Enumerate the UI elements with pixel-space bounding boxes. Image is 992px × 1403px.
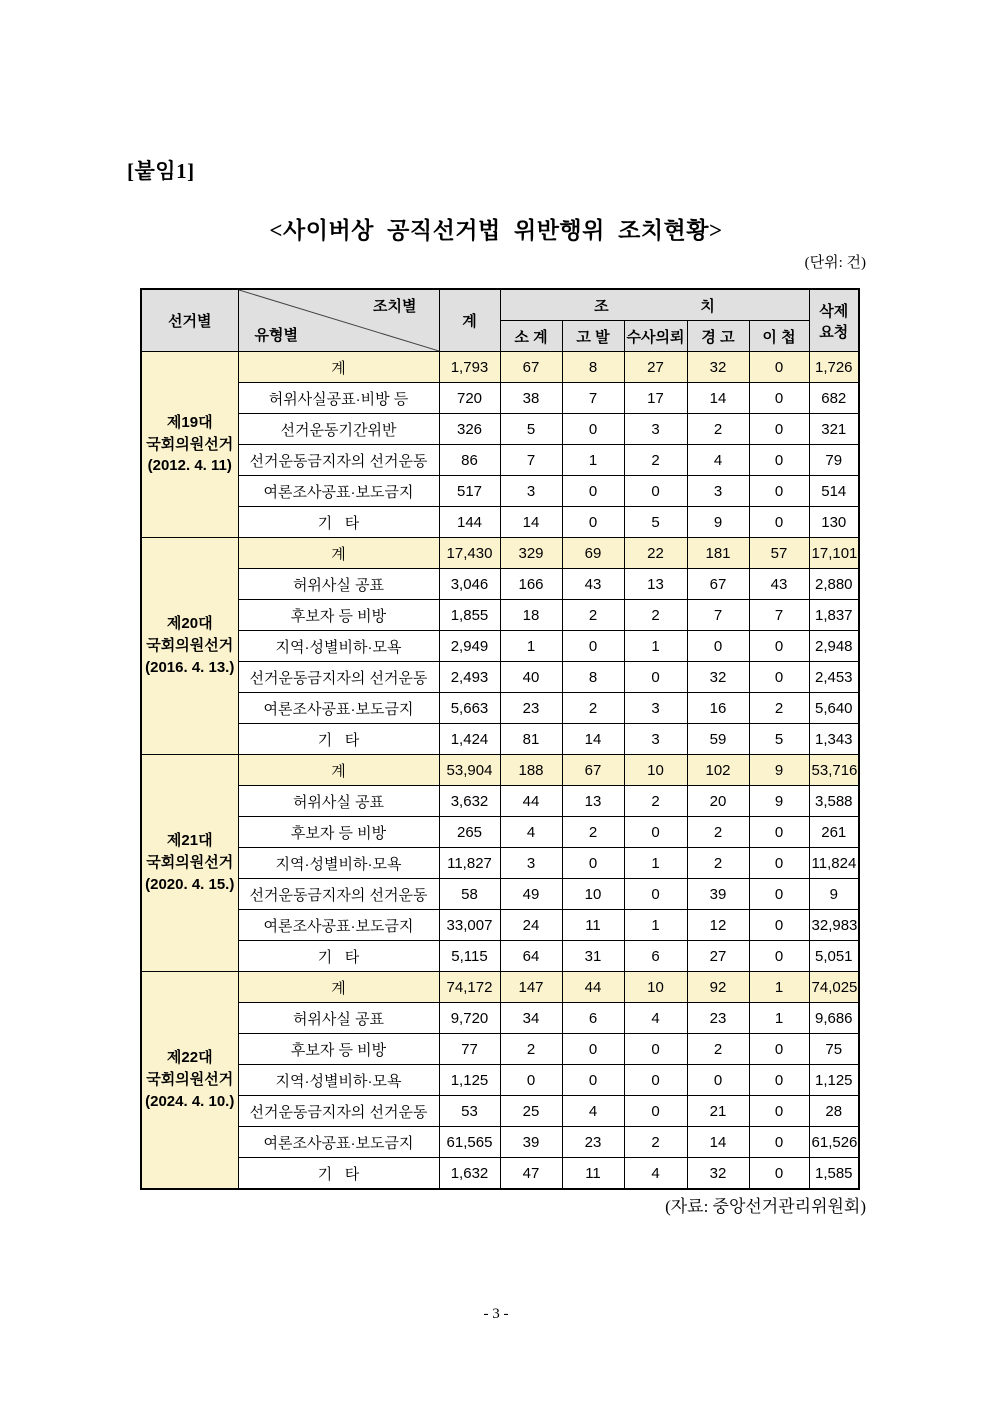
value-cell: 32 [687,352,749,383]
value-cell: 9 [749,755,809,786]
value-cell: 0 [624,1096,687,1127]
table-row [141,848,859,879]
value-cell: 13 [624,569,687,600]
header-action-group [500,289,809,321]
value-cell: 5,051 [809,941,859,972]
value-cell: 7 [500,445,562,476]
table-row [141,1003,859,1034]
table-container [140,288,858,1190]
value-cell: 0 [562,1065,624,1096]
violation-type-cell: 기 타 [238,507,439,538]
value-cell: 0 [749,879,809,910]
header-warning: 경 고 [687,321,749,352]
value-cell: 39 [500,1127,562,1158]
violation-type-cell: 선거운동금지자의 선거운동 [238,1096,439,1127]
value-cell: 44 [562,972,624,1003]
value-cell: 147 [500,972,562,1003]
value-cell: 1,855 [439,600,500,631]
section-total-row [141,755,859,786]
violation-type-cell: 계 [238,352,439,383]
violation-type-cell: 기 타 [238,1158,439,1190]
value-cell: 3 [624,724,687,755]
violation-type-cell: 여론조사공표·보도금지 [238,693,439,724]
value-cell: 8 [562,662,624,693]
value-cell: 0 [500,1065,562,1096]
value-cell: 181 [687,538,749,569]
value-cell: 0 [749,1096,809,1127]
section-total-row [141,538,859,569]
value-cell: 0 [749,507,809,538]
header-investigation-request: 수사의뢰 [624,321,687,352]
value-cell: 23 [562,1127,624,1158]
value-cell: 77 [439,1034,500,1065]
header-subtotal: 소 계 [500,321,562,352]
value-cell: 4 [500,817,562,848]
value-cell: 3,632 [439,786,500,817]
value-cell: 329 [500,538,562,569]
table-row [141,693,859,724]
value-cell: 3 [500,848,562,879]
value-cell: 59 [687,724,749,755]
value-cell: 38 [500,383,562,414]
value-cell: 0 [749,476,809,507]
value-cell: 32 [687,662,749,693]
delete-request-line-2: 요청 [819,323,849,341]
violation-type-cell: 허위사실 공표 [238,569,439,600]
value-cell: 14 [687,383,749,414]
value-cell: 0 [624,476,687,507]
value-cell: 2 [687,848,749,879]
value-cell: 1 [749,1003,809,1034]
value-cell: 11 [562,910,624,941]
value-cell: 61,526 [809,1127,859,1158]
table-row [141,879,859,910]
value-cell: 11 [562,1158,624,1190]
value-cell: 2 [624,1127,687,1158]
table-row [141,569,859,600]
value-cell: 1 [749,972,809,1003]
value-cell: 0 [687,1065,749,1096]
value-cell: 47 [500,1158,562,1190]
value-cell: 40 [500,662,562,693]
value-cell: 86 [439,445,500,476]
value-cell: 18 [500,600,562,631]
value-cell: 166 [500,569,562,600]
value-cell: 33,007 [439,910,500,941]
value-cell: 0 [687,631,749,662]
value-cell: 7 [562,383,624,414]
table-body [141,352,859,1190]
value-cell: 0 [624,1034,687,1065]
value-cell: 74,172 [439,972,500,1003]
value-cell: 75 [809,1034,859,1065]
value-cell: 1,585 [809,1158,859,1190]
delete-request-line-1: 삭제 [819,302,849,320]
value-cell: 25 [500,1096,562,1127]
value-cell: 10 [624,972,687,1003]
table-row [141,786,859,817]
violation-type-cell: 계 [238,755,439,786]
value-cell: 17,101 [809,538,859,569]
value-cell: 0 [562,848,624,879]
violation-type-cell: 선거운동금지자의 선거운동 [238,445,439,476]
table-row [141,1127,859,1158]
value-cell: 0 [749,414,809,445]
value-cell: 2 [562,600,624,631]
value-cell: 3 [624,693,687,724]
value-cell: 67 [500,352,562,383]
value-cell: 0 [749,1158,809,1190]
table-row [141,631,859,662]
value-cell: 2 [624,786,687,817]
value-cell: 22 [624,538,687,569]
value-cell: 9 [809,879,859,910]
value-cell: 0 [749,352,809,383]
value-cell: 5 [624,507,687,538]
value-cell: 23 [687,1003,749,1034]
violation-actions-table [140,288,860,1190]
value-cell: 0 [749,910,809,941]
value-cell: 0 [749,662,809,693]
violation-type-cell: 지역·성별비하·모욕 [238,631,439,662]
value-cell: 69 [562,538,624,569]
value-cell: 16 [687,693,749,724]
action-group-label [503,295,807,316]
value-cell: 17 [624,383,687,414]
value-cell: 11,827 [439,848,500,879]
value-cell: 0 [562,476,624,507]
value-cell: 27 [687,941,749,972]
value-cell: 81 [500,724,562,755]
value-cell: 261 [809,817,859,848]
value-cell: 3,588 [809,786,859,817]
value-cell: 130 [809,507,859,538]
violation-type-cell: 후보자 등 비방 [238,1034,439,1065]
value-cell: 32 [687,1158,749,1190]
value-cell: 2 [624,445,687,476]
value-cell: 67 [687,569,749,600]
value-cell: 517 [439,476,500,507]
value-cell: 53,716 [809,755,859,786]
value-cell: 31 [562,941,624,972]
value-cell: 14 [687,1127,749,1158]
value-cell: 0 [749,817,809,848]
action-group-char-2: 치 [700,297,715,315]
value-cell: 2 [562,817,624,848]
value-cell: 61,565 [439,1127,500,1158]
election-cell: 제21대 국회의원선거 (2020. 4. 15.) [141,755,238,972]
value-cell: 10 [562,879,624,910]
value-cell: 0 [562,507,624,538]
table-row [141,507,859,538]
value-cell: 7 [687,600,749,631]
violation-type-cell: 기 타 [238,941,439,972]
value-cell: 12 [687,910,749,941]
value-cell: 0 [562,414,624,445]
value-cell: 2 [562,693,624,724]
value-cell: 43 [562,569,624,600]
value-cell: 2 [749,693,809,724]
header-accusation: 고 발 [562,321,624,352]
value-cell: 0 [624,817,687,848]
section-total-row [141,972,859,1003]
violation-type-cell: 지역·성별비하·모욕 [238,848,439,879]
value-cell: 0 [624,662,687,693]
violation-type-cell: 허위사실공표·비방 등 [238,383,439,414]
value-cell: 2,493 [439,662,500,693]
value-cell: 1 [624,631,687,662]
value-cell: 0 [749,1034,809,1065]
value-cell: 2 [500,1034,562,1065]
value-cell: 5,115 [439,941,500,972]
value-cell: 1 [624,910,687,941]
value-cell: 3 [687,476,749,507]
value-cell: 58 [439,879,500,910]
value-cell: 1,632 [439,1158,500,1190]
value-cell: 0 [562,631,624,662]
header-transfer: 이 첩 [749,321,809,352]
value-cell: 2,948 [809,631,859,662]
value-cell: 1 [624,848,687,879]
value-cell: 43 [749,569,809,600]
value-cell: 92 [687,972,749,1003]
violation-type-cell: 후보자 등 비방 [238,600,439,631]
table-row [141,662,859,693]
value-cell: 0 [749,941,809,972]
value-cell: 3 [500,476,562,507]
table-row [141,1034,859,1065]
value-cell: 2 [687,817,749,848]
table-row [141,383,859,414]
header-action-by: 조치별 [373,298,417,315]
table-header [141,289,859,352]
table-row [141,1096,859,1127]
value-cell: 53,904 [439,755,500,786]
header-delete-request [809,289,859,352]
value-cell: 28 [809,1096,859,1127]
value-cell: 74,025 [809,972,859,1003]
table-row [141,445,859,476]
table-row [141,817,859,848]
value-cell: 1,125 [809,1065,859,1096]
value-cell: 514 [809,476,859,507]
violation-type-cell: 여론조사공표·보도금지 [238,910,439,941]
election-cell: 제22대 국회의원선거 (2024. 4. 10.) [141,972,238,1190]
value-cell: 682 [809,383,859,414]
table-row [141,600,859,631]
value-cell: 5,663 [439,693,500,724]
value-cell: 24 [500,910,562,941]
election-cell: 제19대 국회의원선거 (2012. 4. 11) [141,352,238,538]
violation-type-cell: 여론조사공표·보도금지 [238,1127,439,1158]
violation-type-cell: 선거운동금지자의 선거운동 [238,879,439,910]
value-cell: 6 [562,1003,624,1034]
election-cell: 제20대 국회의원선거 (2016. 4. 13.) [141,538,238,755]
value-cell: 9 [687,507,749,538]
value-cell: 4 [562,1096,624,1127]
table-row [141,414,859,445]
value-cell: 0 [749,848,809,879]
value-cell: 13 [562,786,624,817]
document-title: <사이버상 공직선거법 위반행위 조치현황> [269,218,723,243]
header-row-1 [141,289,859,321]
value-cell: 3 [624,414,687,445]
violation-type-cell: 계 [238,538,439,569]
value-cell: 1,726 [809,352,859,383]
value-cell: 32,983 [809,910,859,941]
value-cell: 2,453 [809,662,859,693]
value-cell: 0 [562,1034,624,1065]
value-cell: 39 [687,879,749,910]
violation-type-cell: 후보자 등 비방 [238,817,439,848]
value-cell: 23 [500,693,562,724]
value-cell: 1,837 [809,600,859,631]
value-cell: 5 [749,724,809,755]
value-cell: 79 [809,445,859,476]
value-cell: 2,880 [809,569,859,600]
value-cell: 57 [749,538,809,569]
violation-type-cell: 여론조사공표·보도금지 [238,476,439,507]
violation-type-cell: 선거운동기간위반 [238,414,439,445]
value-cell: 3,046 [439,569,500,600]
attachment-label: [붙임1] [127,159,195,183]
violation-type-cell: 지역·성별비하·모욕 [238,1065,439,1096]
violation-type-cell: 계 [238,972,439,1003]
value-cell: 67 [562,755,624,786]
value-cell: 1,424 [439,724,500,755]
unit-note: (단위: 건) [804,255,866,271]
value-cell: 1,793 [439,352,500,383]
value-cell: 21 [687,1096,749,1127]
violation-type-cell: 선거운동금지자의 선거운동 [238,662,439,693]
value-cell: 5,640 [809,693,859,724]
value-cell: 8 [562,352,624,383]
value-cell: 49 [500,879,562,910]
value-cell: 4 [624,1158,687,1190]
value-cell: 2 [687,1034,749,1065]
violation-type-cell: 허위사실 공표 [238,1003,439,1034]
value-cell: 14 [500,507,562,538]
value-cell: 0 [749,445,809,476]
table-row [141,724,859,755]
action-group-char-1: 조 [594,297,609,315]
value-cell: 9,720 [439,1003,500,1034]
source-note: (자료: 중앙선거관리위원회) [665,1197,866,1216]
value-cell: 188 [500,755,562,786]
value-cell: 27 [624,352,687,383]
value-cell: 1,125 [439,1065,500,1096]
value-cell: 64 [500,941,562,972]
value-cell: 321 [809,414,859,445]
section-total-row [141,352,859,383]
table-row [141,1158,859,1190]
value-cell: 2,949 [439,631,500,662]
value-cell: 20 [687,786,749,817]
violation-type-cell: 허위사실 공표 [238,786,439,817]
value-cell: 0 [749,383,809,414]
value-cell: 53 [439,1096,500,1127]
value-cell: 265 [439,817,500,848]
value-cell: 14 [562,724,624,755]
value-cell: 720 [439,383,500,414]
value-cell: 326 [439,414,500,445]
header-diagonal-cell [238,289,439,352]
value-cell: 2 [687,414,749,445]
value-cell: 0 [749,1127,809,1158]
value-cell: 6 [624,941,687,972]
value-cell: 1 [562,445,624,476]
value-cell: 4 [687,445,749,476]
value-cell: 34 [500,1003,562,1034]
table-row [141,941,859,972]
value-cell: 7 [749,600,809,631]
value-cell: 0 [749,631,809,662]
value-cell: 4 [624,1003,687,1034]
table-row [141,910,859,941]
value-cell: 17,430 [439,538,500,569]
page-number: - 3 - [483,1306,509,1322]
value-cell: 9,686 [809,1003,859,1034]
violation-type-cell: 기 타 [238,724,439,755]
value-cell: 5 [500,414,562,445]
value-cell: 44 [500,786,562,817]
table-row [141,476,859,507]
value-cell: 1,343 [809,724,859,755]
header-election-by: 선거별 [141,289,238,352]
value-cell: 144 [439,507,500,538]
header-total: 계 [439,289,500,352]
value-cell: 0 [624,879,687,910]
value-cell: 9 [749,786,809,817]
value-cell: 0 [749,1065,809,1096]
header-type-by: 유형별 [254,327,298,344]
value-cell: 102 [687,755,749,786]
value-cell: 2 [624,600,687,631]
value-cell: 1 [500,631,562,662]
table-row [141,1065,859,1096]
value-cell: 10 [624,755,687,786]
value-cell: 11,824 [809,848,859,879]
value-cell: 0 [624,1065,687,1096]
